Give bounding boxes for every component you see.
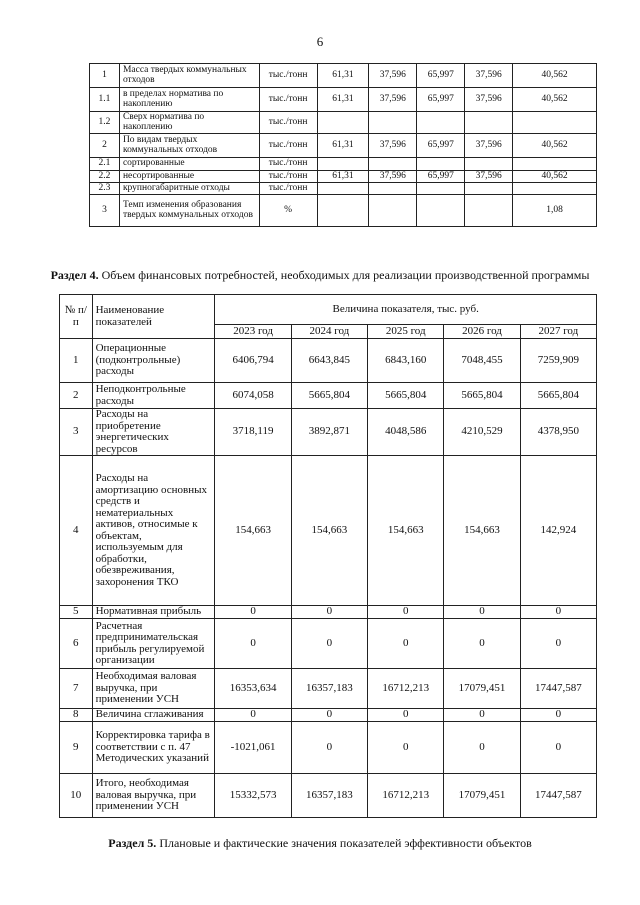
row-value: 5665,804: [368, 383, 444, 409]
row-value: 17447,587: [520, 774, 596, 818]
row-value: 142,924: [520, 456, 596, 606]
table-row: [90, 88, 597, 112]
row-value: [513, 112, 597, 134]
row-number: 1.1: [90, 88, 120, 112]
row-value: 4210,529: [444, 409, 520, 456]
row-unit: тыс./тонн: [259, 183, 317, 195]
row-value: 40,562: [513, 64, 597, 88]
row-value: 7259,909: [520, 339, 596, 383]
row-number: 8: [60, 709, 93, 722]
row-name: Расходы на приобретение энергетических ресурсов: [92, 409, 215, 456]
row-name: Корректировка тарифа в соответствии с п. 47 Методических указаний: [92, 722, 215, 774]
row-name: По видам твердых коммунальных отходов: [119, 134, 259, 158]
waste-volume-table: [89, 63, 597, 227]
row-value: 0: [520, 709, 596, 722]
row-value: [369, 158, 417, 171]
header-year: 2027 год: [520, 325, 596, 339]
row-value: 0: [291, 606, 367, 619]
table-row: [90, 171, 597, 183]
row-value: [369, 112, 417, 134]
row-value: 40,562: [513, 171, 597, 183]
row-number: 9: [60, 722, 93, 774]
row-value: 17447,587: [520, 669, 596, 709]
row-name: Расходы на амортизацию основных средств и нематериальных активов, относимые к объектам, используемым для обработки, обезвреживания, захоронения ТКО: [92, 456, 215, 606]
row-name: Операционные (подконтрольные) расходы: [92, 339, 215, 383]
table-row: [60, 339, 597, 383]
row-name: сортированные: [119, 158, 259, 171]
row-number: 5: [60, 606, 93, 619]
row-value: [465, 158, 513, 171]
table-row: [60, 722, 597, 774]
row-number: 2.2: [90, 171, 120, 183]
row-value: 37,596: [369, 64, 417, 88]
row-value: 16357,183: [291, 774, 367, 818]
table-row: [90, 64, 597, 88]
row-unit: тыс./тонн: [259, 64, 317, 88]
row-value: 3892,871: [291, 409, 367, 456]
row-value: 0: [291, 709, 367, 722]
row-value: -1021,061: [215, 722, 291, 774]
row-name: в пределах норматива по накоплению: [119, 88, 259, 112]
row-value: 6074,058: [215, 383, 291, 409]
row-number: 2.3: [90, 183, 120, 195]
row-value: 1,08: [513, 195, 597, 227]
row-name: Расчетная предпринимательская прибыль регулируемой организации: [92, 619, 215, 669]
row-value: [417, 195, 465, 227]
row-unit: %: [259, 195, 317, 227]
row-value: 65,997: [417, 88, 465, 112]
row-value: 5665,804: [444, 383, 520, 409]
row-value: 0: [444, 619, 520, 669]
row-value: 154,663: [291, 456, 367, 606]
row-value: 61,31: [317, 171, 369, 183]
row-value: [465, 195, 513, 227]
row-value: 5665,804: [291, 383, 367, 409]
table-row: [90, 183, 597, 195]
header-year: 2024 год: [291, 325, 367, 339]
section-4-heading: [0, 268, 640, 283]
row-unit: тыс./тонн: [259, 171, 317, 183]
row-value: 4378,950: [520, 409, 596, 456]
header-num: № п/п: [60, 295, 93, 339]
row-value: 37,596: [369, 88, 417, 112]
row-name: Масса твердых коммунальных отходов: [119, 64, 259, 88]
row-number: 4: [60, 456, 93, 606]
row-name: Нормативная прибыль: [92, 606, 215, 619]
row-number: 1: [60, 339, 93, 383]
row-value: 16357,183: [291, 669, 367, 709]
table-row: [60, 619, 597, 669]
row-name: Величина сглаживания: [92, 709, 215, 722]
section-5-heading: [0, 836, 640, 851]
row-value: 0: [291, 722, 367, 774]
row-number: 3: [60, 409, 93, 456]
section-5-label: Раздел 5.: [108, 836, 157, 850]
row-name: Итого, необходимая валовая выручка, при применении УСН: [92, 774, 215, 818]
row-value: 17079,451: [444, 669, 520, 709]
row-value: 37,596: [369, 171, 417, 183]
row-number: 3: [90, 195, 120, 227]
row-value: 40,562: [513, 134, 597, 158]
row-value: [369, 195, 417, 227]
row-value: [513, 158, 597, 171]
row-value: 0: [368, 709, 444, 722]
row-value: [513, 183, 597, 195]
row-unit: тыс./тонн: [259, 112, 317, 134]
table-row: [90, 134, 597, 158]
row-value: 0: [291, 619, 367, 669]
row-value: 0: [368, 606, 444, 619]
row-name: крупногабаритные отходы: [119, 183, 259, 195]
row-name: Сверх норматива по накоплению: [119, 112, 259, 134]
row-value: 6843,160: [368, 339, 444, 383]
table-row: [60, 669, 597, 709]
section-4-title: Объем финансовых потребностей, необходимых для реализации производственной программы: [101, 268, 590, 282]
header-group: Величина показателя, тыс. руб.: [215, 295, 597, 325]
row-number: 2.1: [90, 158, 120, 171]
row-value: 37,596: [465, 64, 513, 88]
table-row: [60, 774, 597, 818]
header-name: Наименование показателей: [92, 295, 215, 339]
row-value: 0: [520, 722, 596, 774]
row-unit: тыс./тонн: [259, 158, 317, 171]
table-row: [90, 195, 597, 227]
row-value: 61,31: [317, 134, 369, 158]
row-value: [317, 195, 369, 227]
row-value: 17079,451: [444, 774, 520, 818]
row-name: Неподконтрольные расходы: [92, 383, 215, 409]
row-number: 1.2: [90, 112, 120, 134]
row-value: 61,31: [317, 64, 369, 88]
row-value: 37,596: [465, 134, 513, 158]
row-number: 6: [60, 619, 93, 669]
header-year: 2023 год: [215, 325, 291, 339]
row-value: 37,596: [465, 171, 513, 183]
row-number: 10: [60, 774, 93, 818]
row-value: 6643,845: [291, 339, 367, 383]
row-value: [317, 158, 369, 171]
row-name: Необходимая валовая выручка, при применении УСН: [92, 669, 215, 709]
section-4-label: Раздел 4.: [50, 268, 99, 282]
row-value: [417, 112, 465, 134]
row-value: 37,596: [369, 134, 417, 158]
row-value: 15332,573: [215, 774, 291, 818]
table-row: [90, 112, 597, 134]
financial-needs-table: [59, 294, 597, 818]
row-value: 0: [520, 619, 596, 669]
row-value: [465, 183, 513, 195]
row-unit: тыс./тонн: [259, 134, 317, 158]
row-value: 0: [215, 619, 291, 669]
row-value: 5665,804: [520, 383, 596, 409]
row-value: [317, 183, 369, 195]
table-row: [60, 409, 597, 456]
row-value: 154,663: [368, 456, 444, 606]
row-name: несортированные: [119, 171, 259, 183]
header-year: 2025 год: [368, 325, 444, 339]
row-value: 65,997: [417, 64, 465, 88]
row-number: 1: [90, 64, 120, 88]
row-value: 154,663: [215, 456, 291, 606]
row-value: 0: [215, 606, 291, 619]
row-number: 2: [90, 134, 120, 158]
row-name: Темп изменения образования твердых коммунальных отходов: [119, 195, 259, 227]
row-value: 0: [215, 709, 291, 722]
table-row: [90, 158, 597, 171]
row-value: 0: [520, 606, 596, 619]
row-value: 16353,634: [215, 669, 291, 709]
row-value: 40,562: [513, 88, 597, 112]
row-value: 37,596: [465, 88, 513, 112]
row-value: 3718,119: [215, 409, 291, 456]
row-value: 0: [444, 722, 520, 774]
row-unit: тыс./тонн: [259, 88, 317, 112]
row-value: 65,997: [417, 171, 465, 183]
section-5-title: Плановые и фактические значения показателей эффективности объектов: [159, 836, 532, 850]
row-value: 65,997: [417, 134, 465, 158]
row-value: [465, 112, 513, 134]
header-year: 2026 год: [444, 325, 520, 339]
row-value: [369, 183, 417, 195]
row-value: 0: [368, 619, 444, 669]
row-value: 16712,213: [368, 774, 444, 818]
row-value: 0: [444, 606, 520, 619]
row-value: 154,663: [444, 456, 520, 606]
row-value: [317, 112, 369, 134]
row-value: 16712,213: [368, 669, 444, 709]
row-value: 7048,455: [444, 339, 520, 383]
row-value: 4048,586: [368, 409, 444, 456]
row-value: [417, 158, 465, 171]
row-value: 0: [368, 722, 444, 774]
row-value: 6406,794: [215, 339, 291, 383]
row-value: 0: [444, 709, 520, 722]
row-value: [417, 183, 465, 195]
table-row: [60, 383, 597, 409]
table-row: [60, 606, 597, 619]
row-value: 61,31: [317, 88, 369, 112]
row-number: 2: [60, 383, 93, 409]
table-row: [60, 709, 597, 722]
table-row: [60, 456, 597, 606]
page-number: 6: [316, 34, 324, 49]
row-number: 7: [60, 669, 93, 709]
